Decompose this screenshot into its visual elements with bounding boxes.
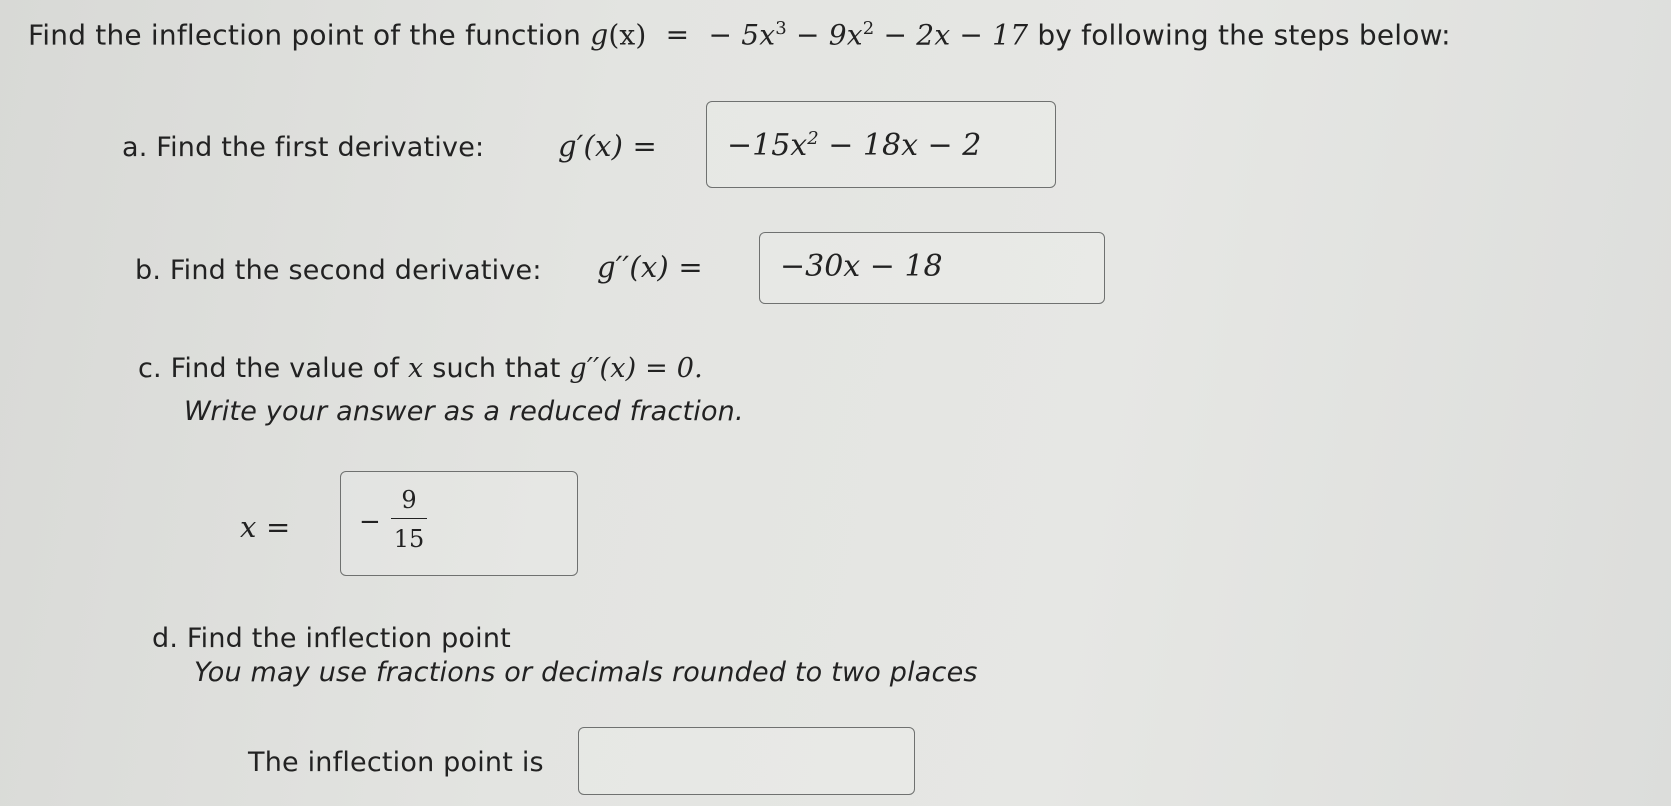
step-a-lhs: g′(x) = — [558, 129, 658, 163]
step-b-lhs: g′′(x) = — [597, 250, 703, 284]
step-b-answer: −30x − 18 — [780, 249, 943, 284]
intro-exp2: 2 — [862, 18, 875, 39]
first-derivative-value — [727, 130, 981, 161]
first-derivative-input[interactable] — [706, 101, 1056, 188]
step-c-answer-sign: − — [359, 507, 381, 537]
step-d-label: d. Find the inflection point — [152, 623, 511, 654]
step-c-answer-den: 15 — [393, 525, 425, 553]
intro-equals: = — [665, 18, 690, 52]
step-c-answer-num: 9 — [401, 486, 417, 514]
second-derivative-input[interactable] — [759, 232, 1105, 304]
step-c-label-rest: such that — [432, 353, 561, 384]
step-b-label: b. Find the second derivative: — [135, 255, 542, 286]
step-c-lhs: x = — [240, 510, 291, 544]
step-a-label: a. Find the first derivative: — [122, 132, 485, 163]
question-intro — [28, 18, 1451, 52]
step-d-note: You may use fractions or decimals rounded to two places — [194, 657, 978, 688]
intro-term1: − 5x — [708, 18, 776, 52]
fraction-bar — [391, 518, 427, 519]
intro-exp1: 3 — [775, 18, 787, 39]
intro-term2: − 9x — [796, 18, 863, 52]
intro-term3: − 2x − 17 — [883, 18, 1029, 52]
inflection-x-input[interactable] — [340, 471, 578, 576]
intro-suffix: by following the steps below: — [1037, 18, 1451, 52]
step-a-answer-main: −15x — [727, 128, 808, 163]
step-c-var: x — [407, 353, 424, 384]
inflection-point-input[interactable] — [578, 727, 915, 795]
step-d-prompt: The inflection point is — [248, 747, 544, 778]
intro-func-lhs: g — [590, 18, 609, 52]
step-c-question — [138, 355, 703, 382]
step-a-answer-rest: − 18x − 2 — [818, 128, 982, 163]
step-c-note: Write your answer as a reduced fraction. — [184, 396, 744, 427]
step-c-cond: g′′(x) = 0. — [569, 353, 703, 384]
step-c-fraction — [391, 488, 427, 551]
step-c-label: c. Find the value of — [138, 353, 400, 384]
intro-func-arg: (x) — [608, 18, 647, 52]
step-a-answer-exp: 2 — [807, 128, 819, 149]
intro-prefix: Find the inflection point of the function — [28, 18, 582, 52]
